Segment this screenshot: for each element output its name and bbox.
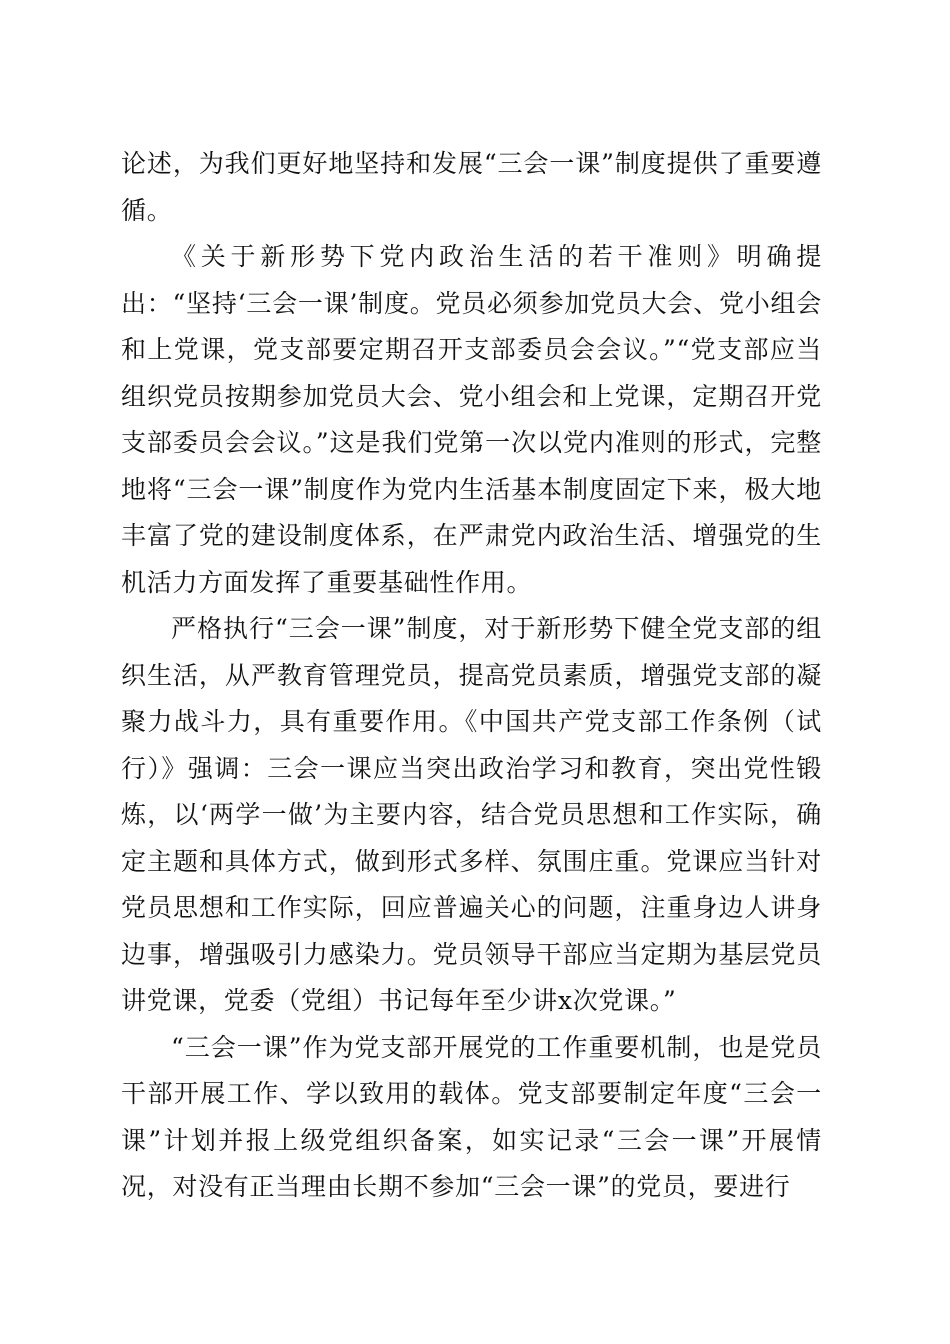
paragraph-guidelines: 《关于新形势下党内政治生活的若干准则》明确提出：“坚持‘三会一课’制度。党员必须参加党员大会、党小组会和上党课，党支部要定期召开支部委员会会议。”“党支部应当组织党员按期参加党员大会、党小组会和上党课，定期召开党支部委员会会议。”这是我们党第一次以党内准则的形式，完整地将“三会一课”制度作为党内生活基本制度固定下来，极大地丰富了党的建设制度体系，在严肃党内政治生活、增强党的生机活力方面发挥了重要基础性作用。 <box>121 242 822 597</box>
document-body <box>121 141 822 1211</box>
paragraph-continuation: 论述，为我们更好地坚持和发展“三会一课”制度提供了重要遵循。 <box>121 149 822 225</box>
paragraph-mechanism: “三会一课”作为党支部开展党的工作重要机制，也是党员干部开展工作、学以致用的载体。党支部要制定年度“三会一课”计划并报上级党组织备案，如实记录“三会一课”开展情况，对没有正当理由长期不参加“三会一课”的党员，要进行 <box>121 1032 822 1201</box>
paragraph-strict-execution: 严格执行“三会一课”制度，对于新形势下健全党支部的组织生活，从严教育管理党员，提高党员素质，增强党支部的凝聚力战斗力，具有重要作用。《中国共产党支部工作条例（试行）》强调：三会一课应当突出政治学习和教育，突出党性锻炼，以‘两学一做’为主要内容，结合党员思想和工作实际，确定主题和具体方式，做到形式多样、氛围庄重。党课应当针对党员思想和工作实际，回应普遍关心的问题，注重身边人讲身边事，增强吸引力感染力。党员领导干部应当定期为基层党员讲党课，党委（党组）书记每年至少讲x次党课。” <box>121 614 822 1015</box>
